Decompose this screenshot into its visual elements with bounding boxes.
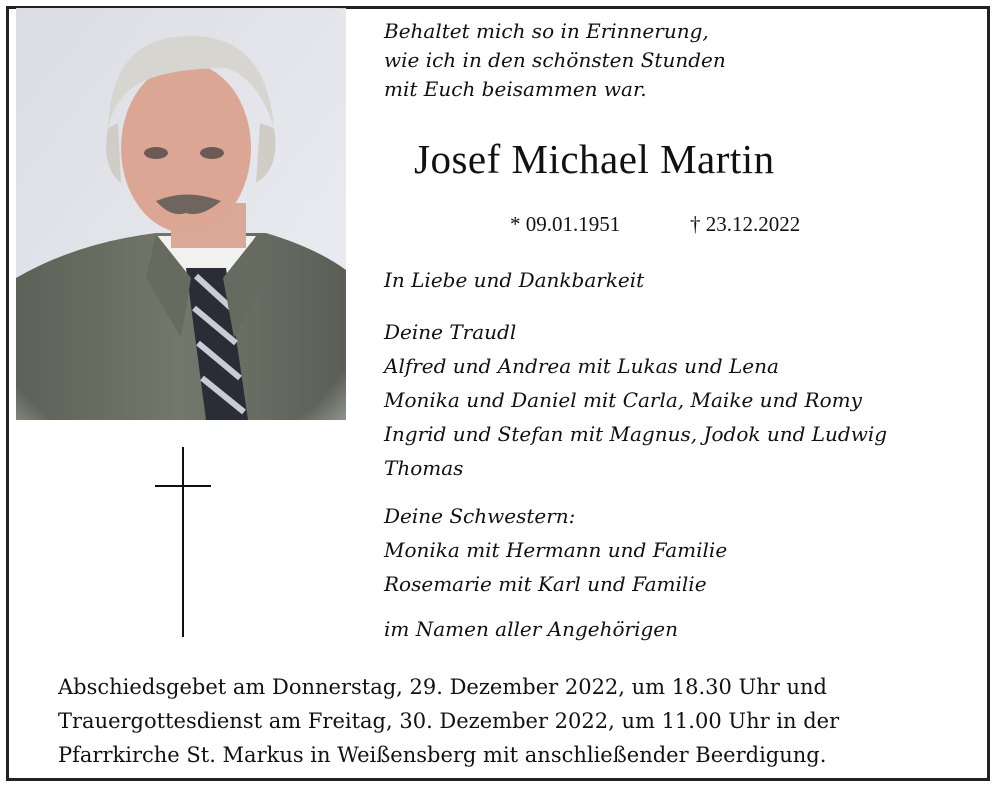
family-member: Thomas	[384, 456, 464, 480]
portrait-photo	[16, 8, 346, 420]
service-line: Trauergottesdienst am Freitag, 30. Dezember 2022, um 11.00 Uhr in der	[58, 709, 840, 733]
family-member: Deine Traudl	[384, 320, 517, 344]
deceased-name: Josef Michael Martin	[414, 136, 775, 182]
family-list	[384, 315, 887, 485]
quote-line: wie ich in den schönsten Stunden	[384, 48, 726, 72]
service-line: Abschiedsgebet am Donnerstag, 29. Dezember 2022, um 18.30 Uhr und	[58, 675, 827, 699]
cross-symbol	[155, 447, 213, 637]
service-line: Pfarrkirche St. Markus in Weißensberg mit anschließender Beerdigung.	[58, 743, 827, 767]
sister-entry: Rosemarie mit Karl und Familie	[384, 572, 707, 596]
service-details	[58, 670, 958, 772]
memorial-quote	[384, 17, 726, 104]
quote-line: mit Euch beisammen war.	[384, 77, 647, 101]
family-member: Monika und Daniel mit Carla, Maike und Romy	[384, 388, 862, 412]
family-member: Ingrid und Stefan mit Magnus, Jodok und Ludwig	[384, 422, 888, 446]
sisters-list	[384, 499, 727, 601]
dedication: In Liebe und Dankbarkeit	[384, 268, 645, 292]
closing-line: im Namen aller Angehörigen	[384, 617, 679, 641]
sisters-heading: Deine Schwestern:	[384, 504, 576, 528]
sister-entry: Monika mit Hermann und Familie	[384, 538, 728, 562]
death-date: † 23.12.2022	[690, 212, 801, 236]
birth-date: * 09.01.1951	[510, 212, 621, 236]
family-member: Alfred und Andrea mit Lukas und Lena	[384, 354, 779, 378]
quote-line: Behaltet mich so in Erinnerung,	[384, 19, 709, 43]
